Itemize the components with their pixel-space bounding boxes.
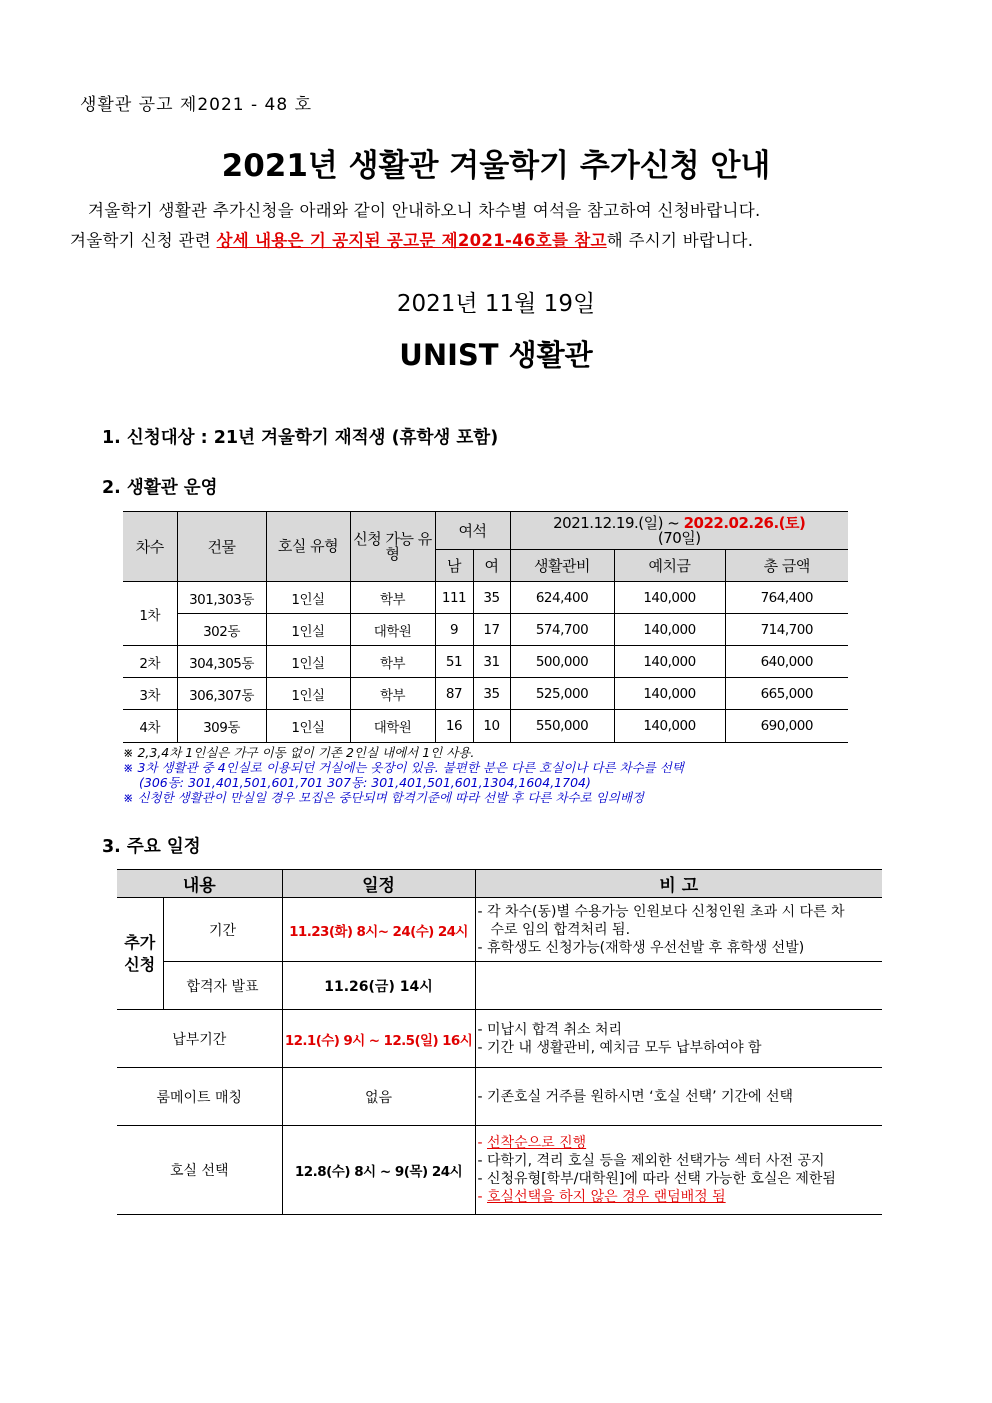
cell-total: 764,400 — [725, 582, 848, 614]
head-room-type: 호실 유형 — [266, 512, 350, 582]
table-row — [123, 614, 848, 646]
cell-type: 학부 — [350, 678, 435, 710]
head-fee: 생활관비 — [510, 550, 614, 582]
cell-fee: 574,700 — [510, 614, 614, 646]
cell-building: 309동 — [177, 710, 266, 743]
table-row — [117, 898, 882, 962]
period-note-1b: 수로 임의 합격처리 됨. — [490, 921, 631, 938]
cell-fee: 624,400 — [510, 582, 614, 614]
room-remarks — [475, 1126, 882, 1215]
notice-number: 생활관 공고 제2021 - 48 호 — [80, 95, 313, 115]
room-note-2: - 다학기, 격리 호실 등을 제외한 선택가능 섹터 사전 공지 — [477, 1153, 825, 1169]
room-note-1 — [478, 1134, 883, 1152]
head-content: 내용 — [117, 870, 282, 898]
cell-deposit: 140,000 — [614, 710, 725, 743]
table-row — [117, 1010, 882, 1068]
note-4: ※ 신청한 생활관이 만실일 경우 모집은 중단되며 합격기준에 따라 선발 후 다른 차수로 임의배정 — [123, 790, 644, 805]
cell-round: 4차 — [123, 710, 177, 743]
cell-male: 87 — [435, 678, 473, 710]
intro-line-1: 겨울학기 생활관 추가신청을 아래와 같이 안내하오니 차수별 여석을 참고하여 신청바랍니다. — [88, 201, 761, 220]
head-round: 차수 — [123, 512, 177, 582]
schedule-table — [117, 869, 882, 1215]
cell-room: 1인실 — [266, 582, 350, 614]
section-1-heading: 1. 신청대상 : 21년 겨울학기 재적생 (휴학생 포함) — [102, 428, 499, 448]
head-remarks: 비 고 — [475, 870, 882, 898]
cell-male: 16 — [435, 710, 473, 743]
cell-total: 665,000 — [725, 678, 848, 710]
table-row — [123, 646, 848, 678]
result-value: 11.26(금) 14시 — [282, 962, 475, 1010]
room-label: 호실 선택 — [117, 1126, 282, 1215]
table-row — [123, 710, 848, 743]
cell-type: 대학원 — [350, 710, 435, 743]
head-period — [510, 512, 848, 550]
table-notes — [123, 745, 684, 805]
period-note-1a: - 각 차수(동)별 수용가능 인원보다 신청인원 초과 시 다른 차 — [477, 903, 845, 920]
mate-label: 룸메이트 매칭 — [117, 1068, 282, 1126]
cell-total: 640,000 — [725, 646, 848, 678]
result-remarks — [475, 962, 882, 1010]
intro-line-2-post: 해 주시기 바랍니다. — [606, 231, 754, 250]
notice-date: 2021년 11월 19일 — [396, 291, 596, 317]
section-3-heading: 3. 주요 일정 — [102, 837, 201, 857]
table-row — [117, 962, 882, 1010]
cell-type: 학부 — [350, 582, 435, 614]
head-male: 남 — [435, 550, 473, 582]
period-value: 11.23(화) 8시~ 24(수) 24시 — [282, 898, 475, 962]
cell-female: 10 — [473, 710, 510, 743]
cell-type: 학부 — [350, 646, 435, 678]
cell-female: 17 — [473, 614, 510, 646]
cell-total: 714,700 — [725, 614, 848, 646]
room-note-4-text: 호실선택을 하지 않은 경우 랜덤배정 됨 — [487, 1189, 726, 1205]
table-row — [123, 582, 848, 614]
pay-label: 납부기간 — [117, 1010, 282, 1068]
cell-room: 1인실 — [266, 646, 350, 678]
cell-round: 1차 — [123, 582, 177, 646]
head-deposit: 예치금 — [614, 550, 725, 582]
room-note-4-dash: - — [477, 1189, 488, 1205]
note-3: (306동: 301,401,501,601,701 307동: 301,401,501,601,1304,1604,1704) — [139, 775, 591, 790]
cell-male: 111 — [435, 582, 473, 614]
table-row — [123, 678, 848, 710]
cell-male: 9 — [435, 614, 473, 646]
cell-deposit: 140,000 — [614, 646, 725, 678]
cell-fee: 500,000 — [510, 646, 614, 678]
period-end: 2022.02.26.(토) — [683, 513, 806, 532]
table-row — [117, 1068, 882, 1126]
room-note-1-text: 선착순으로 진행 — [487, 1135, 587, 1151]
intro-line-2-pre: 겨울학기 신청 관련 — [70, 231, 217, 250]
add-apply-label: 추가 신청 — [117, 898, 163, 1010]
period-start: 2021.12.19.(일) ~ — [553, 513, 684, 532]
cell-total: 690,000 — [725, 710, 848, 743]
cell-building: 306,307동 — [177, 678, 266, 710]
period-label: 기간 — [163, 898, 282, 962]
section-2-heading: 2. 생활관 운영 — [102, 478, 218, 498]
cell-female: 35 — [473, 582, 510, 614]
cell-room: 1인실 — [266, 678, 350, 710]
room-note-3: - 신청유형[학부/대학원]에 따라 선택 가능한 호실은 제한됨 — [477, 1171, 836, 1187]
head-female: 여 — [473, 550, 510, 582]
period-note-2: - 휴학생도 신청가능(재학생 우선선발 후 휴학생 선발) — [477, 939, 805, 956]
cell-female: 35 — [473, 678, 510, 710]
cell-deposit: 140,000 — [614, 678, 725, 710]
period-days: (70일) — [657, 528, 701, 547]
note-1: ※ 2,3,4차 1인실은 가구 이동 없이 기존 2인실 내에서 1인 사용. — [123, 745, 475, 760]
head-vacancy: 여석 — [435, 512, 510, 550]
cell-male: 51 — [435, 646, 473, 678]
cell-fee: 525,000 — [510, 678, 614, 710]
table-row — [117, 1126, 882, 1215]
pay-note-2: - 기간 내 생활관비, 예치금 모두 납부하여야 함 — [477, 1039, 762, 1056]
cell-fee: 550,000 — [510, 710, 614, 743]
period-remarks — [475, 898, 882, 962]
cell-round: 3차 — [123, 678, 177, 710]
pay-value: 12.1(수) 9시 ~ 12.5(일) 16시 — [282, 1010, 475, 1068]
head-schedule: 일정 — [282, 870, 475, 898]
page-title: 2021년 생활관 겨울학기 추가신청 안내 — [221, 148, 771, 184]
cell-room: 1인실 — [266, 614, 350, 646]
head-eligible: 신청 가능 유형 — [350, 512, 435, 582]
mate-value: 없음 — [282, 1068, 475, 1126]
cell-building: 304,305동 — [177, 646, 266, 678]
organization-name: UNIST 생활관 — [399, 338, 593, 372]
intro-highlight: 상세 내용은 기 공지된 공고문 제2021-46호를 참고 — [216, 231, 607, 250]
pay-remarks — [475, 1010, 882, 1068]
room-value: 12.8(수) 8시 ~ 9(목) 24시 — [282, 1126, 475, 1215]
cell-type: 대학원 — [350, 614, 435, 646]
cell-room: 1인실 — [266, 710, 350, 743]
room-note-4 — [478, 1188, 883, 1206]
mate-remarks — [475, 1068, 882, 1126]
cell-deposit: 140,000 — [614, 614, 725, 646]
cell-round: 2차 — [123, 646, 177, 678]
note-2: ※ 3차 생활관 중 4인실로 이용되던 거실에는 옷장이 있음. 불편한 분은 다른 호실이나 다른 차수를 선택 — [123, 760, 684, 775]
dormitory-table — [123, 511, 848, 743]
cell-deposit: 140,000 — [614, 582, 725, 614]
head-total: 총 금액 — [725, 550, 848, 582]
cell-building: 302동 — [177, 614, 266, 646]
result-label: 합격자 발표 — [163, 962, 282, 1010]
head-building: 건물 — [177, 512, 266, 582]
cell-building: 301,303동 — [177, 582, 266, 614]
mate-note: - 기존호실 거주를 원하시면 ‘호실 선택’ 기간에 선택 — [477, 1088, 794, 1105]
pay-note-1: - 미납시 합격 취소 처리 — [477, 1021, 623, 1038]
room-note-1-dash: - — [477, 1135, 488, 1151]
cell-female: 31 — [473, 646, 510, 678]
intro-line-2 — [70, 227, 753, 251]
